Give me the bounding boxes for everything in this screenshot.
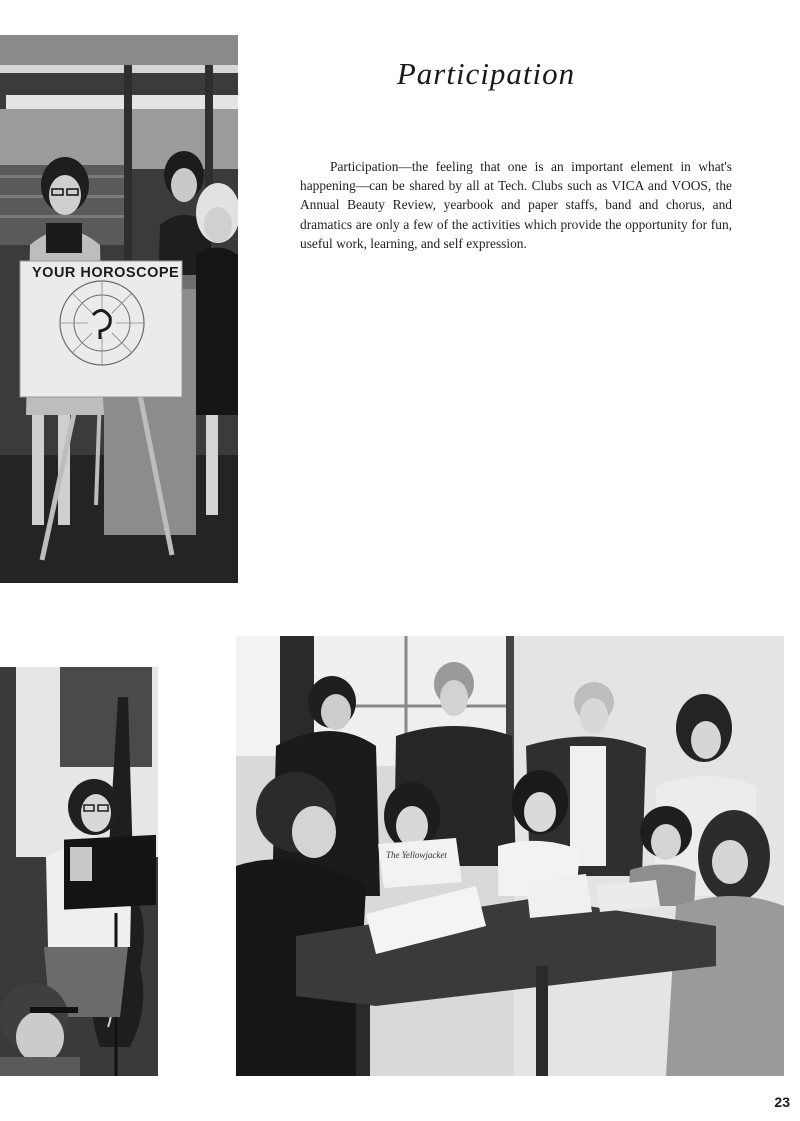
page-title: Participation — [396, 56, 576, 91]
body-paragraph: Participation—the feeling that one is an important element in what's happening—can be shared by all at Tech. Clubs such as VICA and VOOS, the Annual Beauty Review, yearbook and paper staffs, band and chorus, and dramatics are only a few of the activities which provide the opportunity for fun, useful work, learning, and self expression. — [300, 159, 732, 251]
horoscope-sign-text: YOUR HOROSCOPE — [32, 265, 180, 281]
page-number: 23 — [774, 1094, 790, 1110]
newspaper-masthead: The Yellowjacket — [386, 850, 447, 860]
bass-player-photo — [0, 667, 158, 1076]
horoscope-photo — [0, 35, 238, 583]
newspaper-group-photo — [236, 636, 784, 1076]
